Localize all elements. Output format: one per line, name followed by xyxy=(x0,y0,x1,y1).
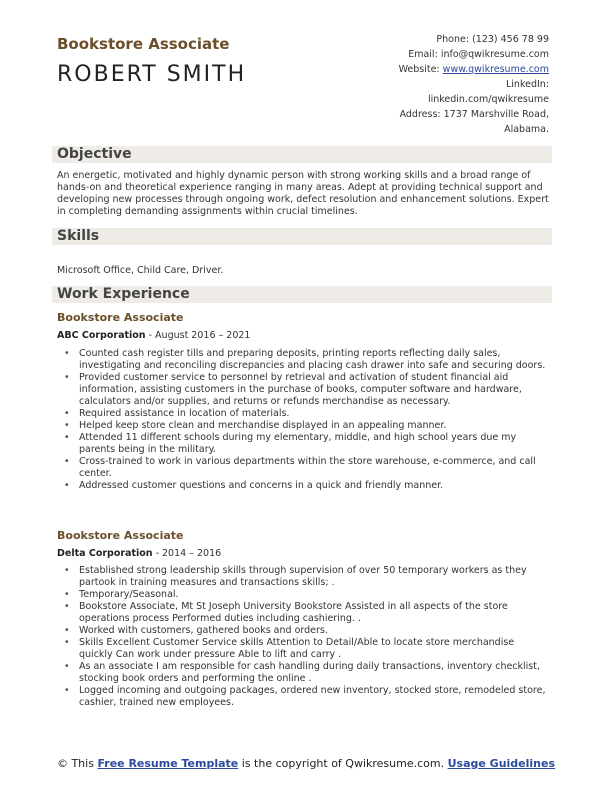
objective-text: An energetic, motivated and highly dynamic person with strong working skills and a broad range of hands-on and theoretical experience ranging in many areas. Adept at providing technical support and developing new processes through ongoing work, defect resolution and enhancement solutions. Expert in completing demanding assignments within crucial timelines. xyxy=(57,170,549,217)
contact-email: Email: info@qwikresume.com xyxy=(408,49,549,60)
work-heading: Work Experience xyxy=(57,286,190,302)
job-company-line xyxy=(57,548,221,559)
company-name: Delta Corporation xyxy=(57,548,153,559)
job-dates: - August 2016 – 2021 xyxy=(145,330,251,341)
skills-heading: Skills xyxy=(57,228,100,244)
objective-heading-bar xyxy=(52,146,552,163)
list-item: • Counted cash register tills and preparing deposits, printing reports reflecting daily sales, investigating and reconciling discrepancies and placing cash drawer into safe and securing doors. xyxy=(57,348,549,372)
job-bullet-list xyxy=(57,565,549,709)
list-item: • Skills Excellent Customer Service skills Attention to Detail/Able to locate store merchandise quickly Can work under pressure Able to lift and carry . xyxy=(57,637,549,661)
list-item: • Cross-trained to work in various departments within the store warehouse, e-commerce, and call center. xyxy=(57,456,549,480)
list-item: • Required assistance in location of materials. xyxy=(57,408,549,420)
candidate-name: ROBERT SMITH xyxy=(57,62,247,87)
list-item: • Bookstore Associate, Mt St Joseph University Bookstore Assisted in all aspects of the store operations process Performed duties including cashiering. . xyxy=(57,601,549,625)
list-item: • As an associate I am responsible for cash handling during daily transactions, inventory checklist, stocking book orders and performing the online . xyxy=(57,661,549,685)
list-item: • Helped keep store clean and merchandise displayed in an appealing manner. xyxy=(57,420,549,432)
job-title: Bookstore Associate xyxy=(57,311,184,324)
contact-linkedin-label: LinkedIn: xyxy=(505,79,549,90)
footer-copyright: © This xyxy=(56,757,98,770)
work-heading-bar xyxy=(52,286,552,303)
job-dates: - 2014 – 2016 xyxy=(152,548,222,559)
contact-address-line2: Alabama. xyxy=(504,124,549,135)
contact-website: Website: www.qwikresume.com xyxy=(398,64,549,75)
usage-guidelines-link[interactable]: Usage Guidelines xyxy=(447,757,556,770)
company-name: ABC Corporation xyxy=(57,330,146,341)
contact-address: Address: 1737 Marshville Road, xyxy=(399,109,549,120)
list-item: • Established strong leadership skills through supervision of over 50 temporary workers as they partook in training measures and transactions skills; . xyxy=(57,565,549,589)
objective-heading: Objective xyxy=(57,146,132,162)
website-link[interactable]: www.qwikresume.com xyxy=(442,64,549,75)
list-item: • Temporary/Seasonal. xyxy=(57,589,549,601)
free-resume-template-link[interactable]: Free Resume Template xyxy=(97,757,239,770)
resume-job-title: Bookstore Associate xyxy=(57,35,230,53)
job-title: Bookstore Associate xyxy=(57,529,184,542)
list-item: • Worked with customers, gathered books and orders. xyxy=(57,625,549,637)
list-item: • Logged incoming and outgoing packages, ordered new inventory, stocked store, remodeled store, cashier, trained new employees. xyxy=(57,685,549,709)
skills-text: Microsoft Office, Child Care, Driver. xyxy=(57,265,224,276)
contact-phone: Phone: (123) 456 78 99 xyxy=(436,34,549,45)
job-company-line xyxy=(57,330,250,341)
skills-heading-bar xyxy=(52,228,552,245)
list-item: • Attended 11 different schools during my elementary, middle, and high school years due my parents being in the military. xyxy=(57,432,549,456)
contact-linkedin: linkedin.com/qwikresume xyxy=(427,94,549,105)
footer-middle-text: is the copyright of Qwikresume.com. xyxy=(238,757,448,770)
footer xyxy=(0,757,612,771)
contact-block xyxy=(319,32,549,137)
list-item: • Addressed customer questions and concerns in a quick and friendly manner. xyxy=(57,480,549,492)
job-bullet-list xyxy=(57,348,549,492)
list-item: • Provided customer service to personnel by retrieval and activation of student financial aid information, assisting customers in the purchase of books, computer software and hardware, calculators and/or supplies, and returns or refunds merchandise as necessary. xyxy=(57,372,549,408)
